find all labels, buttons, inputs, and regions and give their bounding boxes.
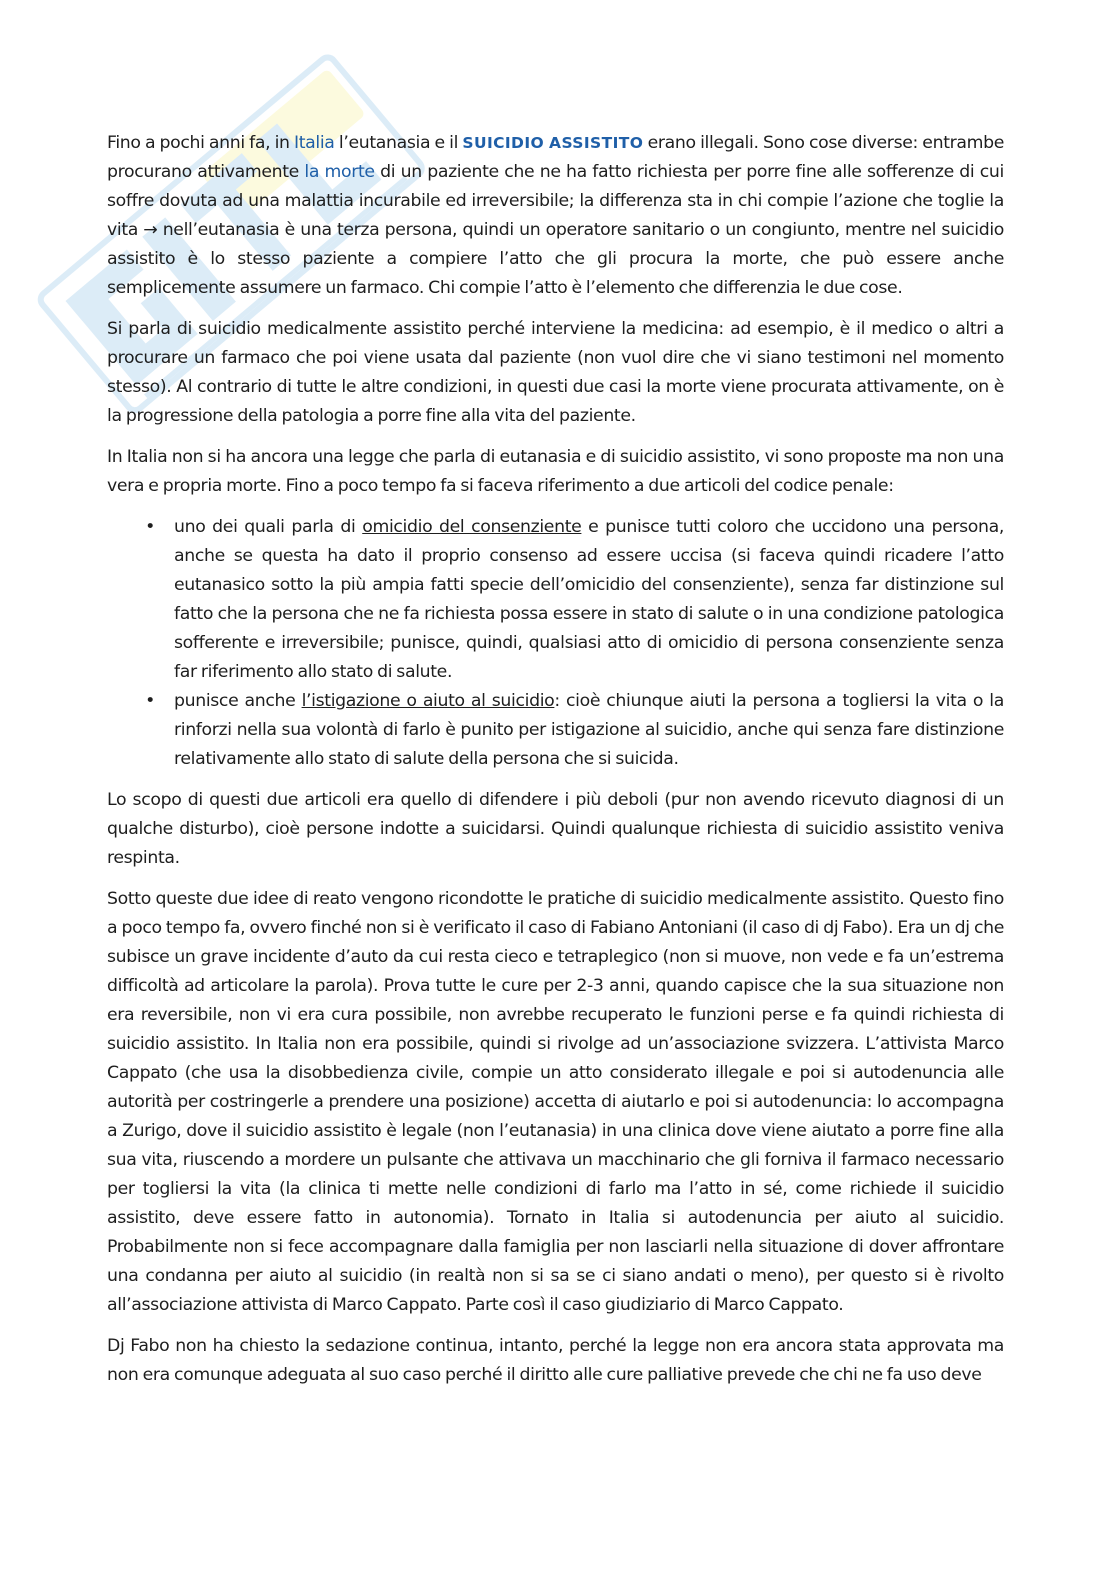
highlight-la-morte: la morte	[304, 162, 375, 182]
text-run: e punisce tutti coloro che uccidono una persona, anche se questa ha dato il proprio consenso ad essere uccisa (si faceva quindi ricadere l’atto eutanasico sotto la più ampia fatti specie dell’omicidio del consenziente), senza far distinzione sul fatto che la persona che ne fa richiesta possa essere in stato di salute o in una condizione patologica sofferente e irreversibile; punisce, quindi, qualsiasi atto di omicidio di persona consenziente senza far riferimento allo stato di salute.	[174, 517, 1004, 682]
bullet-list-articoli	[107, 513, 1004, 774]
text-run: di un paziente che ne ha fatto richiesta per porre fine alle sofferenze di cui soffre dovuta ad una malattia incurabile ed irreversibile; la differenza sta in chi compie l’azione che toglie la vita → nell’eutanasia è una terza persona, quindi un operatore sanitario o un congiunto, mentre nel suicidio assistito è lo stesso paziente a compiere l’atto che gli procura la morte, che può essere anche semplicemente assumere un farmaco. Chi compie l’atto è l’elemento che differenzia le due cose.	[107, 162, 1004, 298]
highlight-italia: Italia	[293, 133, 335, 153]
paragraph-intro	[107, 129, 1004, 303]
underlined-term-omicidio: omicidio del consenziente	[362, 517, 582, 537]
bullet-icon: •	[145, 691, 155, 711]
paragraph-sedazione: Dj Fabo non ha chiesto la sedazione continua, intanto, perché la legge non era ancora stata approvata ma non era comunque adeguata al suo caso perché il diritto alle cure palliative prevede che chi ne fa uso deve	[107, 1336, 1004, 1385]
document-page	[107, 129, 1004, 1402]
paragraph-medicina: Si parla di suicidio medicalmente assistito perché interviene la medicina: ad esempio, è il medico o altri a procurare un farmaco che poi viene usata dal paziente (non vuol dire che vi siano testimoni nel momento stesso). Al contrario di tutte le altre condizioni, in questi due casi la morte viene procurata attivamente, on è la progressione della patologia a porre fine alla vita del paziente.	[107, 319, 1004, 426]
bullet-icon: •	[145, 517, 155, 537]
term-suicidio-assistito: SUICIDIO ASSISTITO	[462, 134, 644, 152]
paragraph-dj-fabo-caso: Sotto queste due idee di reato vengono ricondotte le pratiche di suicidio medicalmente assistito. Questo fino a poco tempo fa, ovvero finché non si è verificato il caso di Fabiano Antoniani (il caso di dj Fabo). Era un dj che subisce un grave incidente d’auto da cui resta cieco e tetraplegico (non si muove, non vede e fa un’estrema difficoltà ad articolare la parola). Prova tutte le cure per 2-3 anni, quando capisce che la sua situazione non era reversibile, non vi era cura possibile, non avrebbe recuperato le funzioni perse e fa quindi richiesta di suicidio assistito. In Italia non era possibile, quindi si rivolge ad un’associazione svizzera. L’attivista Marco Cappato (che usa la disobbedienza civile, compie un atto considerato illegale e poi si autodenuncia alle autorità per costringerle a prendere una posizione) accetta di aiutarlo e poi si autodenuncia: lo accompagna a Zurigo, dove il suicidio assistito è legale (non l’eutanasia) in una clinica dove viene aiutato a porre fine alla sua vita, riuscendo a mordere un pulsante che attivava un macchinario che gli forniva il farmaco necessario per togliersi la vita (la clinica ti mette nelle condizioni di farlo ma l’atto in sé, come richiede il suicidio assistito, deve essere fatto in autonomia). Tornato in Italia si autodenuncia per aiuto al suicidio. Probabilmente non si fece accompagnare dalla famiglia per non lasciarli nella situazione di dover affrontare una condanna per aiuto al suicidio (in realtà non si sa se ci siano andati o meno), per questo si è rivolto all’associazione attivista di Marco Cappato. Parte così il caso giudiziario di Marco Cappato.	[107, 889, 1004, 1315]
list-item	[145, 513, 1004, 687]
underlined-term-istigazione: l’istigazione o aiuto al suicidio	[301, 691, 555, 711]
text-run: l’eutanasia e il	[334, 133, 463, 153]
list-item	[145, 687, 1004, 774]
paragraph-legge-italia: In Italia non si ha ancora una legge che parla di eutanasia e di suicidio assistito, vi sono proposte ma non una vera e propria morte. Fino a poco tempo fa si faceva riferimento a due articoli del codice penale:	[107, 447, 1004, 496]
text-run: Fino a pochi anni fa, in	[107, 133, 294, 153]
paragraph-scopo: Lo scopo di questi due articoli era quello di difendere i più deboli (pur non avendo ricevuto diagnosi di un qualche disturbo), cioè persone indotte a suicidarsi. Quindi qualunque richiesta di suicidio assistito veniva respinta.	[107, 790, 1004, 868]
text-run: : cioè chiunque aiuti la persona a togliersi la vita o la rinforzi nella sua volontà di farlo è punito per istigazione al suicidio, anche qui senza fare distinzione relativamente allo stato di salute della persona che si suicida.	[174, 691, 1004, 769]
text-run: punisce anche	[174, 691, 302, 711]
text-run: erano illegali. Sono cose diverse: entrambe procurano attivamente	[107, 133, 1004, 182]
text-run: uno dei quali parla di	[174, 517, 363, 537]
